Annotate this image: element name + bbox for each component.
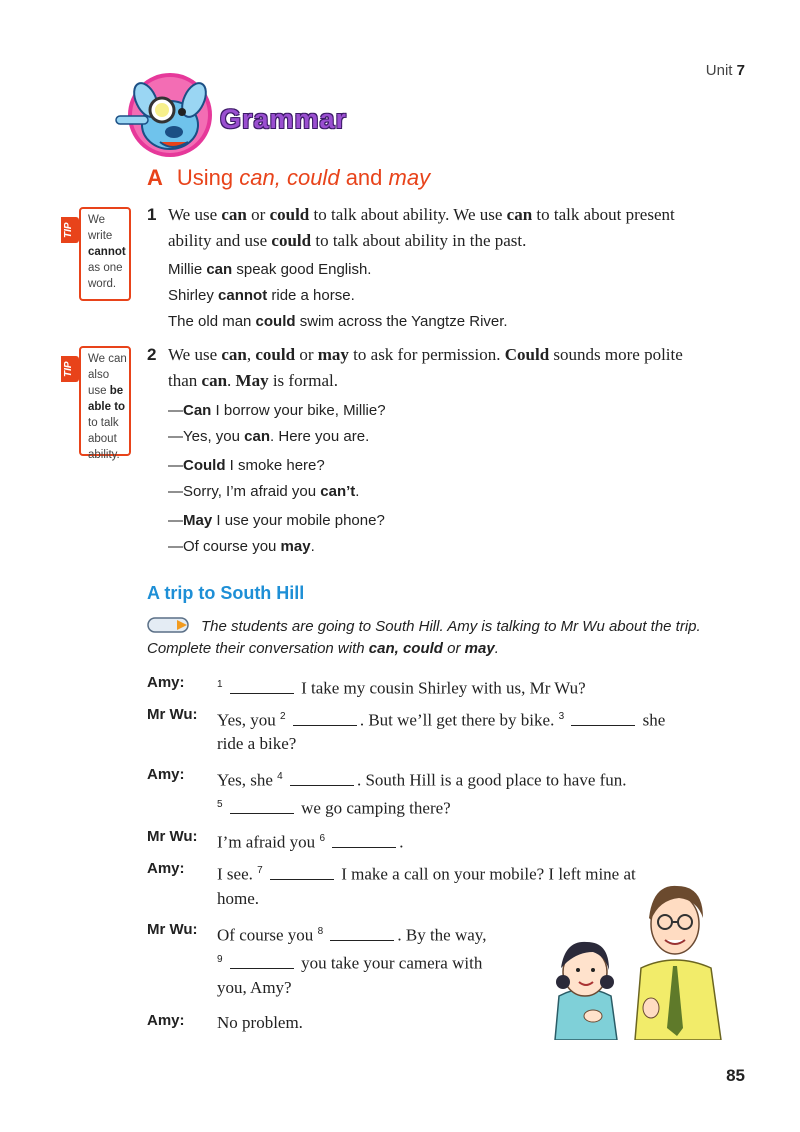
example-sentence: —May I use your mobile phone? xyxy=(168,512,385,529)
dialogue-line: No problem. xyxy=(217,1013,303,1032)
example-sentence: Shirley cannot ride a horse. xyxy=(168,287,355,304)
amy-and-mr-wu-illustration xyxy=(545,878,735,1040)
dialogue-line: $^9$ you take your camera with xyxy=(217,953,483,973)
answer-blank[interactable] xyxy=(230,954,294,969)
example-sentence: —Sorry, I’m afraid you can’t. xyxy=(168,483,360,500)
answer-blank[interactable] xyxy=(330,926,394,941)
dialogue-line: $^1$ I take my cousin Shirley with us, Mr Wu? xyxy=(217,678,586,698)
dialogue-line: you, Amy? xyxy=(217,978,292,997)
tip-text: We write xyxy=(88,214,113,242)
rule-text: We use can, could or may to ask for permission. Could sounds more polite than can. May is formal. xyxy=(168,345,683,390)
dialogue-line: $^5$ we go camping there? xyxy=(217,798,451,818)
speaker-name: Mr Wu: xyxy=(147,828,198,845)
dialogue-line: Yes, you $^2$ . But we’ll get there by bike. $^3$ she xyxy=(217,710,666,730)
answer-blank[interactable] xyxy=(571,711,635,726)
rule-number: 1 xyxy=(147,205,157,224)
tip-keyword: be able to xyxy=(88,385,126,413)
exercise-instruction: The students are going to South Hill. Amy is talking to Mr Wu about the trip. Complete their conversation with can, could or may. xyxy=(147,618,701,657)
rule-2 xyxy=(147,342,707,394)
unit-number: 7 xyxy=(736,62,745,79)
speaker-name: Mr Wu: xyxy=(147,706,198,723)
section-title-may: may xyxy=(388,165,431,190)
tip-label: TIP xyxy=(61,217,79,243)
speaker-name: Amy: xyxy=(147,1012,185,1029)
example-sentence: The old man could swim across the Yangtze River. xyxy=(168,313,508,330)
page-title: Grammar xyxy=(220,104,348,134)
speaker-name: Amy: xyxy=(147,860,185,877)
rule-1 xyxy=(147,202,707,254)
section-a-heading xyxy=(147,165,430,191)
tip-box-cannot xyxy=(63,207,131,301)
answer-blank[interactable] xyxy=(332,833,396,848)
tip-text: to talk about ability. xyxy=(88,417,120,461)
section-title-pre: Using xyxy=(176,165,234,190)
unit-text: Unit xyxy=(705,62,733,79)
tip-keyword: cannot xyxy=(88,246,126,258)
example-sentence: —Yes, you can. Here you are. xyxy=(168,428,370,445)
dialogue-line: home. xyxy=(217,889,260,908)
dialogue-line: I’m afraid you $^6$ . xyxy=(217,832,404,852)
section-letter: A xyxy=(147,165,163,190)
rule-number: 2 xyxy=(147,345,157,364)
section-title-modals: can, could xyxy=(239,165,340,190)
unit-label xyxy=(706,62,745,79)
example-sentence: —Could I smoke here? xyxy=(168,457,325,474)
example-sentence: —Can I borrow your bike, Millie? xyxy=(168,402,386,419)
dialogue-line: ride a bike? xyxy=(217,734,297,753)
answer-blank[interactable] xyxy=(230,679,294,694)
section-title-and: and xyxy=(345,165,383,190)
tip-label: TIP xyxy=(61,356,79,382)
speaker-name: Mr Wu: xyxy=(147,921,198,938)
example-sentence: —Of course you may. xyxy=(168,538,315,555)
speaker-name: Amy: xyxy=(147,766,185,783)
dialogue-line: Yes, she $^4$ . South Hill is a good place to have fun. xyxy=(217,770,627,790)
example-sentence: Millie can speak good English. xyxy=(168,261,372,278)
dialogue-line: I see. $^7$ I make a call on your mobile? I left mine at xyxy=(217,864,636,884)
grammar-dog-logo-icon xyxy=(112,70,222,160)
exercise-title: A trip to South Hill xyxy=(147,583,305,603)
tip-text: as one word. xyxy=(88,262,123,290)
answer-blank[interactable] xyxy=(270,865,334,880)
page-number: 85 xyxy=(726,1066,745,1085)
rule-text: We use can or could to talk about ability. We use can to talk about present ability and use could to talk about ability in the past. xyxy=(168,205,675,250)
dialogue-line: Of course you $^8$ . By the way, xyxy=(217,925,487,945)
answer-blank[interactable] xyxy=(230,799,294,814)
speaker-name: Amy: xyxy=(147,674,185,691)
tip-box-be-able-to xyxy=(63,346,131,461)
answer-blank[interactable] xyxy=(290,771,354,786)
answer-blank[interactable] xyxy=(293,711,357,726)
tip-text: We can also use xyxy=(88,353,127,397)
